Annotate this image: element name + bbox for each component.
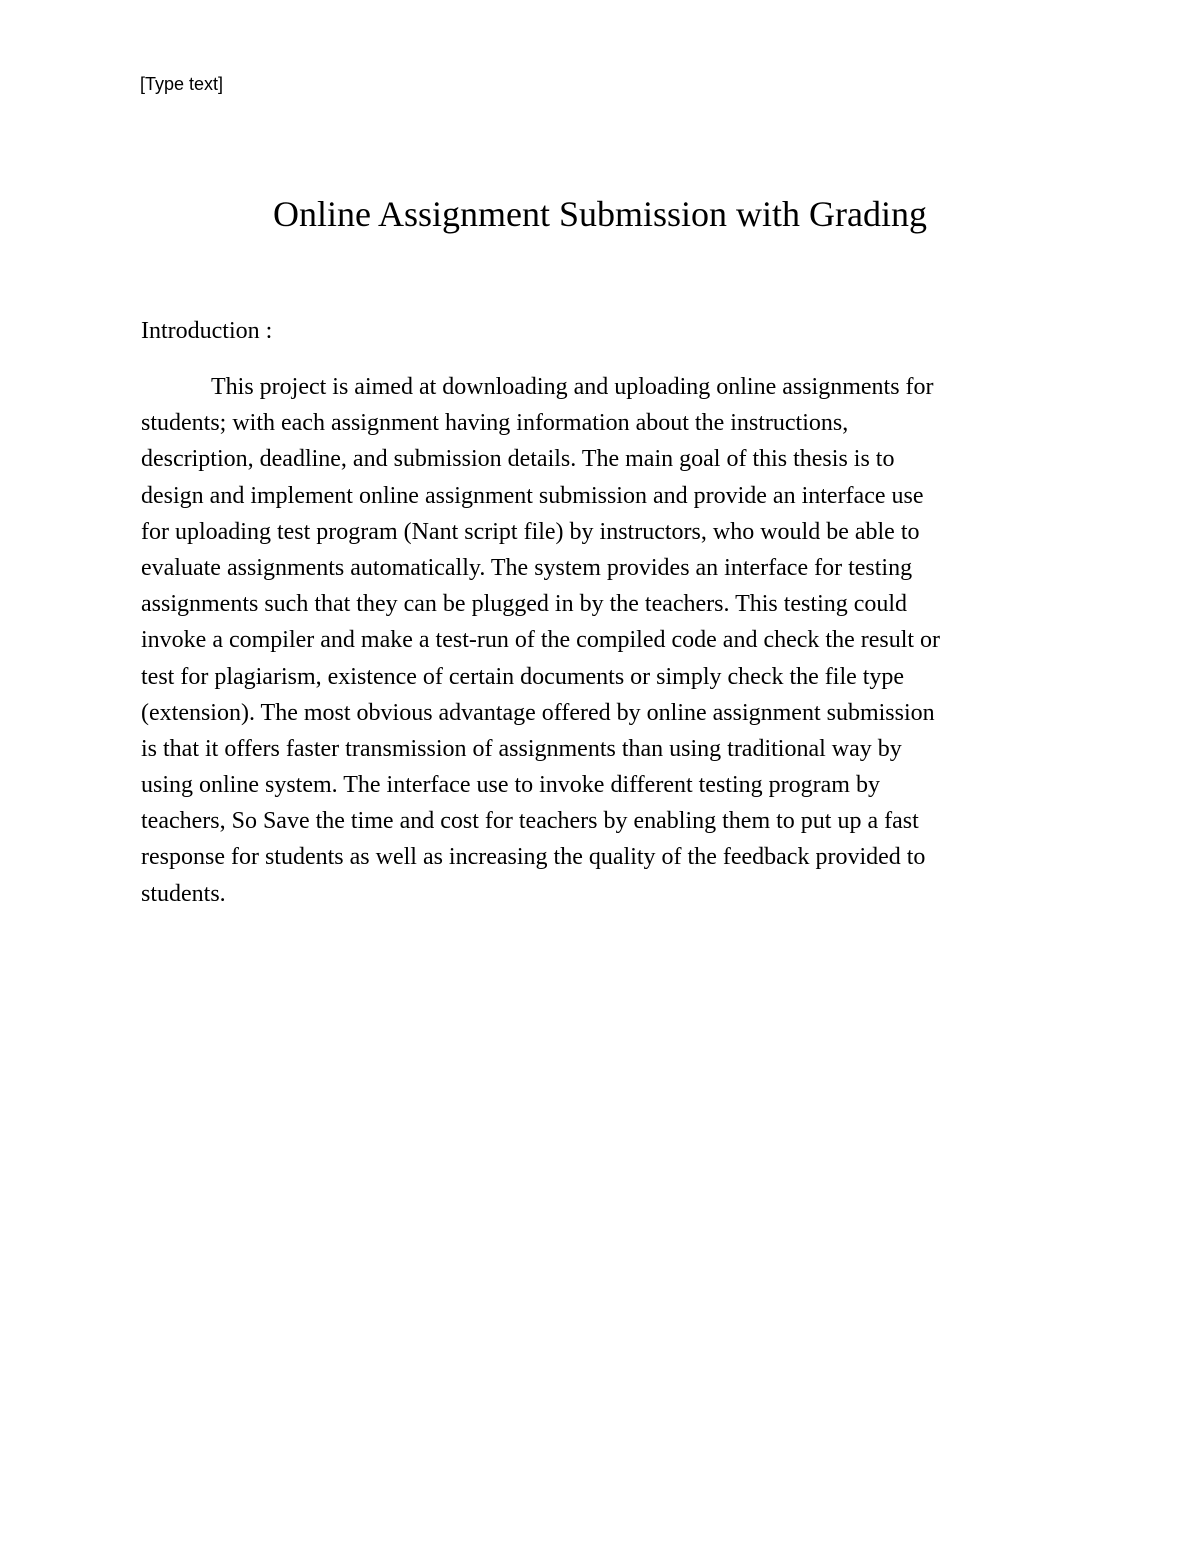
paragraph-line: evaluate assignments automatically. The system provides an interface for testing (141, 554, 913, 581)
paragraph-line: students. (141, 880, 226, 907)
paragraph-line: description, deadline, and submission details. The main goal of this thesis is to (141, 446, 895, 473)
paragraph-line: design and implement online assignment submission and provide an interface use (141, 482, 924, 509)
paragraph-line: test for plagiarism, existence of certain documents or simply check the file type (141, 663, 905, 690)
paragraph-line: students; with each assignment having information about the instructions, (141, 410, 849, 437)
section-heading-introduction: Introduction : (141, 318, 273, 344)
paragraph-line: using online system. The interface use to invoke different testing program by (141, 772, 880, 799)
paragraph-line: is that it offers faster transmission of assignments than using traditional way by (141, 735, 902, 762)
paragraph-line: This project is aimed at downloading and uploading online assignments for (211, 374, 934, 400)
introduction-paragraph (141, 369, 1081, 912)
paragraph-line: response for students as well as increasing the quality of the feedback provided to (141, 844, 926, 871)
header-placeholder-text: [Type text] (140, 74, 224, 94)
paragraph-line: assignments such that they can be plugged in by the teachers. This testing could (141, 591, 908, 618)
paragraph-line: (extension). The most obvious advantage offered by online assignment submission (141, 699, 935, 726)
paragraph-line: invoke a compiler and make a test-run of the compiled code and check the result or (141, 627, 941, 654)
paragraph-line: teachers, So Save the time and cost for teachers by enabling them to put up a fast (141, 808, 919, 835)
paragraph-line: for uploading test program (Nant script file) by instructors, who would be able to (141, 518, 920, 545)
document-title: Online Assignment Submission with Grading (272, 194, 927, 234)
